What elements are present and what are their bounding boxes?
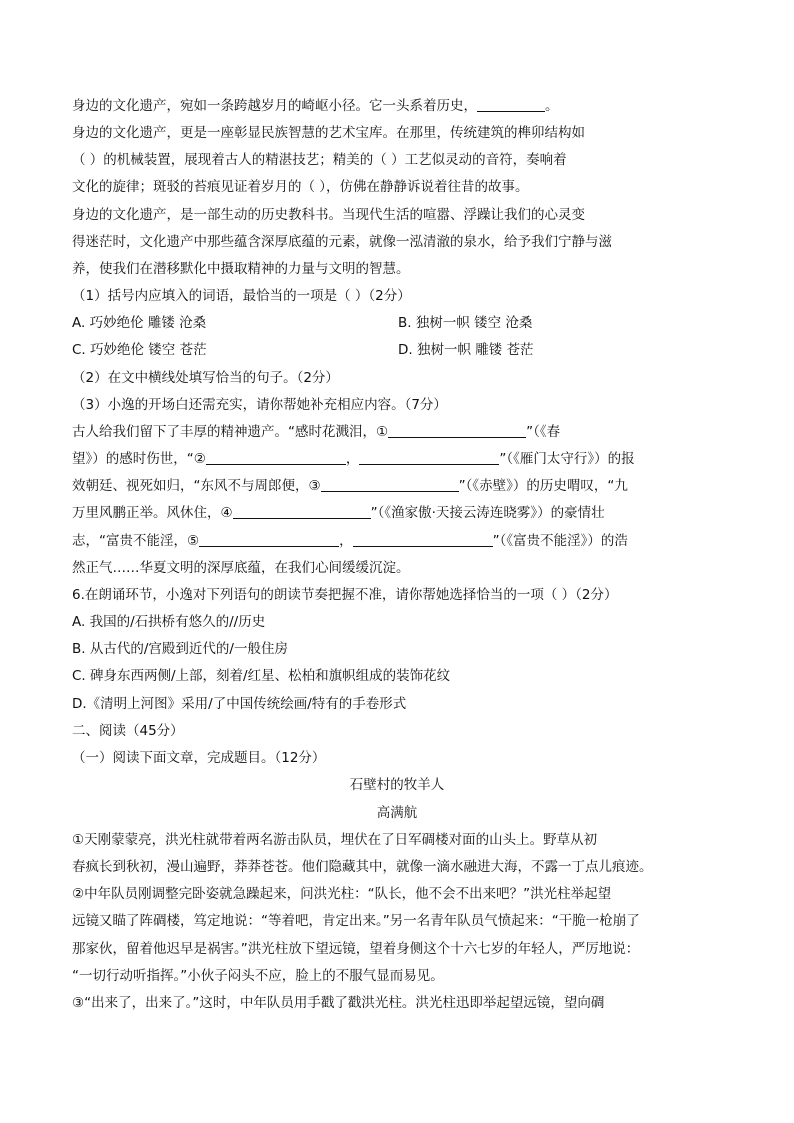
poetry-line-2: 望》）的感时伤世，“② ， ”（《雁门太守行》）的报 [72,451,635,467]
question-1: （1）括号内应填入的词语，最恰当的一项是（ ）（2分） [72,288,411,304]
story-line-2: 春疯长到秋初，漫山遍野，莽莽苍苍。他们隐藏其中，就像一滴水融进大海，不露一丁点儿痕迹。 [72,859,653,875]
option-b: B. 从古代的/宫殿到近代的/一般住房 [72,641,288,657]
option-c: C. 巧妙绝伦 镂空 苍茫 [72,342,207,358]
passage-line-2: 身边的文化遗产，更是一座彰显民族智慧的艺术宝库。在那里，传统建筑的榫卯结构如 [72,125,585,141]
story-line-5: 那家伙，留着他迟早是祸害。”洪光柱放下望远镜，望着身侧这个十六七岁的年轻人，严厉地说： [72,941,640,957]
section-heading: 二、阅读（45分） [72,723,184,739]
option-a: A. 我国的/石拱桥有悠久的//历史 [72,614,266,630]
answer-blank[interactable] [388,423,526,438]
answer-blank[interactable] [353,532,493,547]
answer-blank[interactable] [359,450,499,465]
subsection-heading: （一）阅读下面文章，完成题目。（12分） [72,750,326,766]
option-d: D.《清明上河图》采用/了中国传统绘画/特有的手卷形式 [72,696,407,712]
option-b: B. 独树一帜 镂空 沧桑 [398,315,533,331]
answer-blank[interactable] [199,532,339,547]
story-line-4: 远镜又瞄了阵碉楼，笃定地说：“等着吧，肯定出来。”另一名青年队员气愤起来：“干脆一枪崩了 [72,913,640,929]
poetry-line-4: 万里风鹏正举。风休住，④ ”（《渔家傲·天接云涛连晓雾》）的豪情壮 [72,505,605,521]
answer-blank[interactable] [321,477,459,492]
story-line-3: ②中年队员刚调整完卧姿就急躁起来，问洪光柱：“队长，他不会不出来吧？”洪光柱举起望 [72,886,612,902]
option-d: D. 独树一帜 雕镂 苍茫 [398,342,534,358]
answer-blank[interactable] [477,97,545,112]
question-3: （3）小逸的开场白还需充实，请你帮她补充相应内容。（7分） [72,397,447,413]
story-title: 石壁村的牧羊人 [349,777,445,793]
poetry-line-3: 效朝廷、视死如归，“东风不与周郎便，③ ”（《赤壁》）的历史喟叹，“九 [72,478,628,494]
story-line-6: “一切行动听指挥。”小伙子闷头不应，脸上的不服气显而易见。 [72,968,444,984]
story-line-7: ③“出来了，出来了。”这时，中年队员用手戳了戳洪光柱。洪光柱迅即举起望远镜，望向碉 [72,995,605,1011]
passage-line-6: 得迷茫时，文化遗产中那些蕴含深厚底蕴的元素，就像一泓清澈的泉水，给予我们宁静与滋 [72,234,612,250]
poetry-line-5: 志，“富贵不能淫，⑤ ， ”（《富贵不能淫》）的浩 [72,533,628,549]
answer-blank[interactable] [206,450,346,465]
passage-line-4: 文化的旋律；斑驳的苔痕见证着岁月的（ ），仿佛在静静诉说着往昔的故事。 [72,179,529,195]
question-6: 6.在朗诵环节，小逸对下列语句的朗读节奏把握不准，请你帮她选择恰当的一项（ ）（2分） [72,587,618,603]
passage-line-3: （ ）的机械装置，展现着古人的精湛技艺；精美的（ ）工艺似灵动的音符，奏响着 [72,152,567,168]
question-2: （2）在文中横线处填写恰当的句子。（2分） [72,370,339,386]
poetry-line-1: 古人给我们留下了丰厚的精神遗产。“感时花溅泪，① ”（《春 [72,424,561,440]
passage-line-7: 养，使我们在潜移默化中摄取精神的力量与文明的智慧。 [72,261,410,277]
option-a: A. 巧妙绝伦 雕镂 沧桑 [72,315,207,331]
poetry-line-6: 然正气……华夏文明的深厚底蕴，在我们心间缓缓沉淀。 [72,560,410,576]
option-c: C. 碑身东西两侧/上部，刻着/红星、松柏和旗帜组成的装饰花纹 [72,668,451,684]
answer-blank[interactable] [233,504,371,519]
story-author: 高满航 [376,805,418,821]
story-line-1: ①天刚蒙蒙亮，洪光柱就带着两名游击队员，埋伏在了日军碉楼对面的山头上。野草从初 [72,832,598,848]
passage-line-1: 身边的文化遗产，宛如一条跨越岁月的崎岖小径。它一头系着历史， 。 [72,98,559,114]
passage-line-5: 身边的文化遗产，是一部生动的历史教科书。当现代生活的喧嚣、浮躁让我们的心灵变 [72,207,585,223]
